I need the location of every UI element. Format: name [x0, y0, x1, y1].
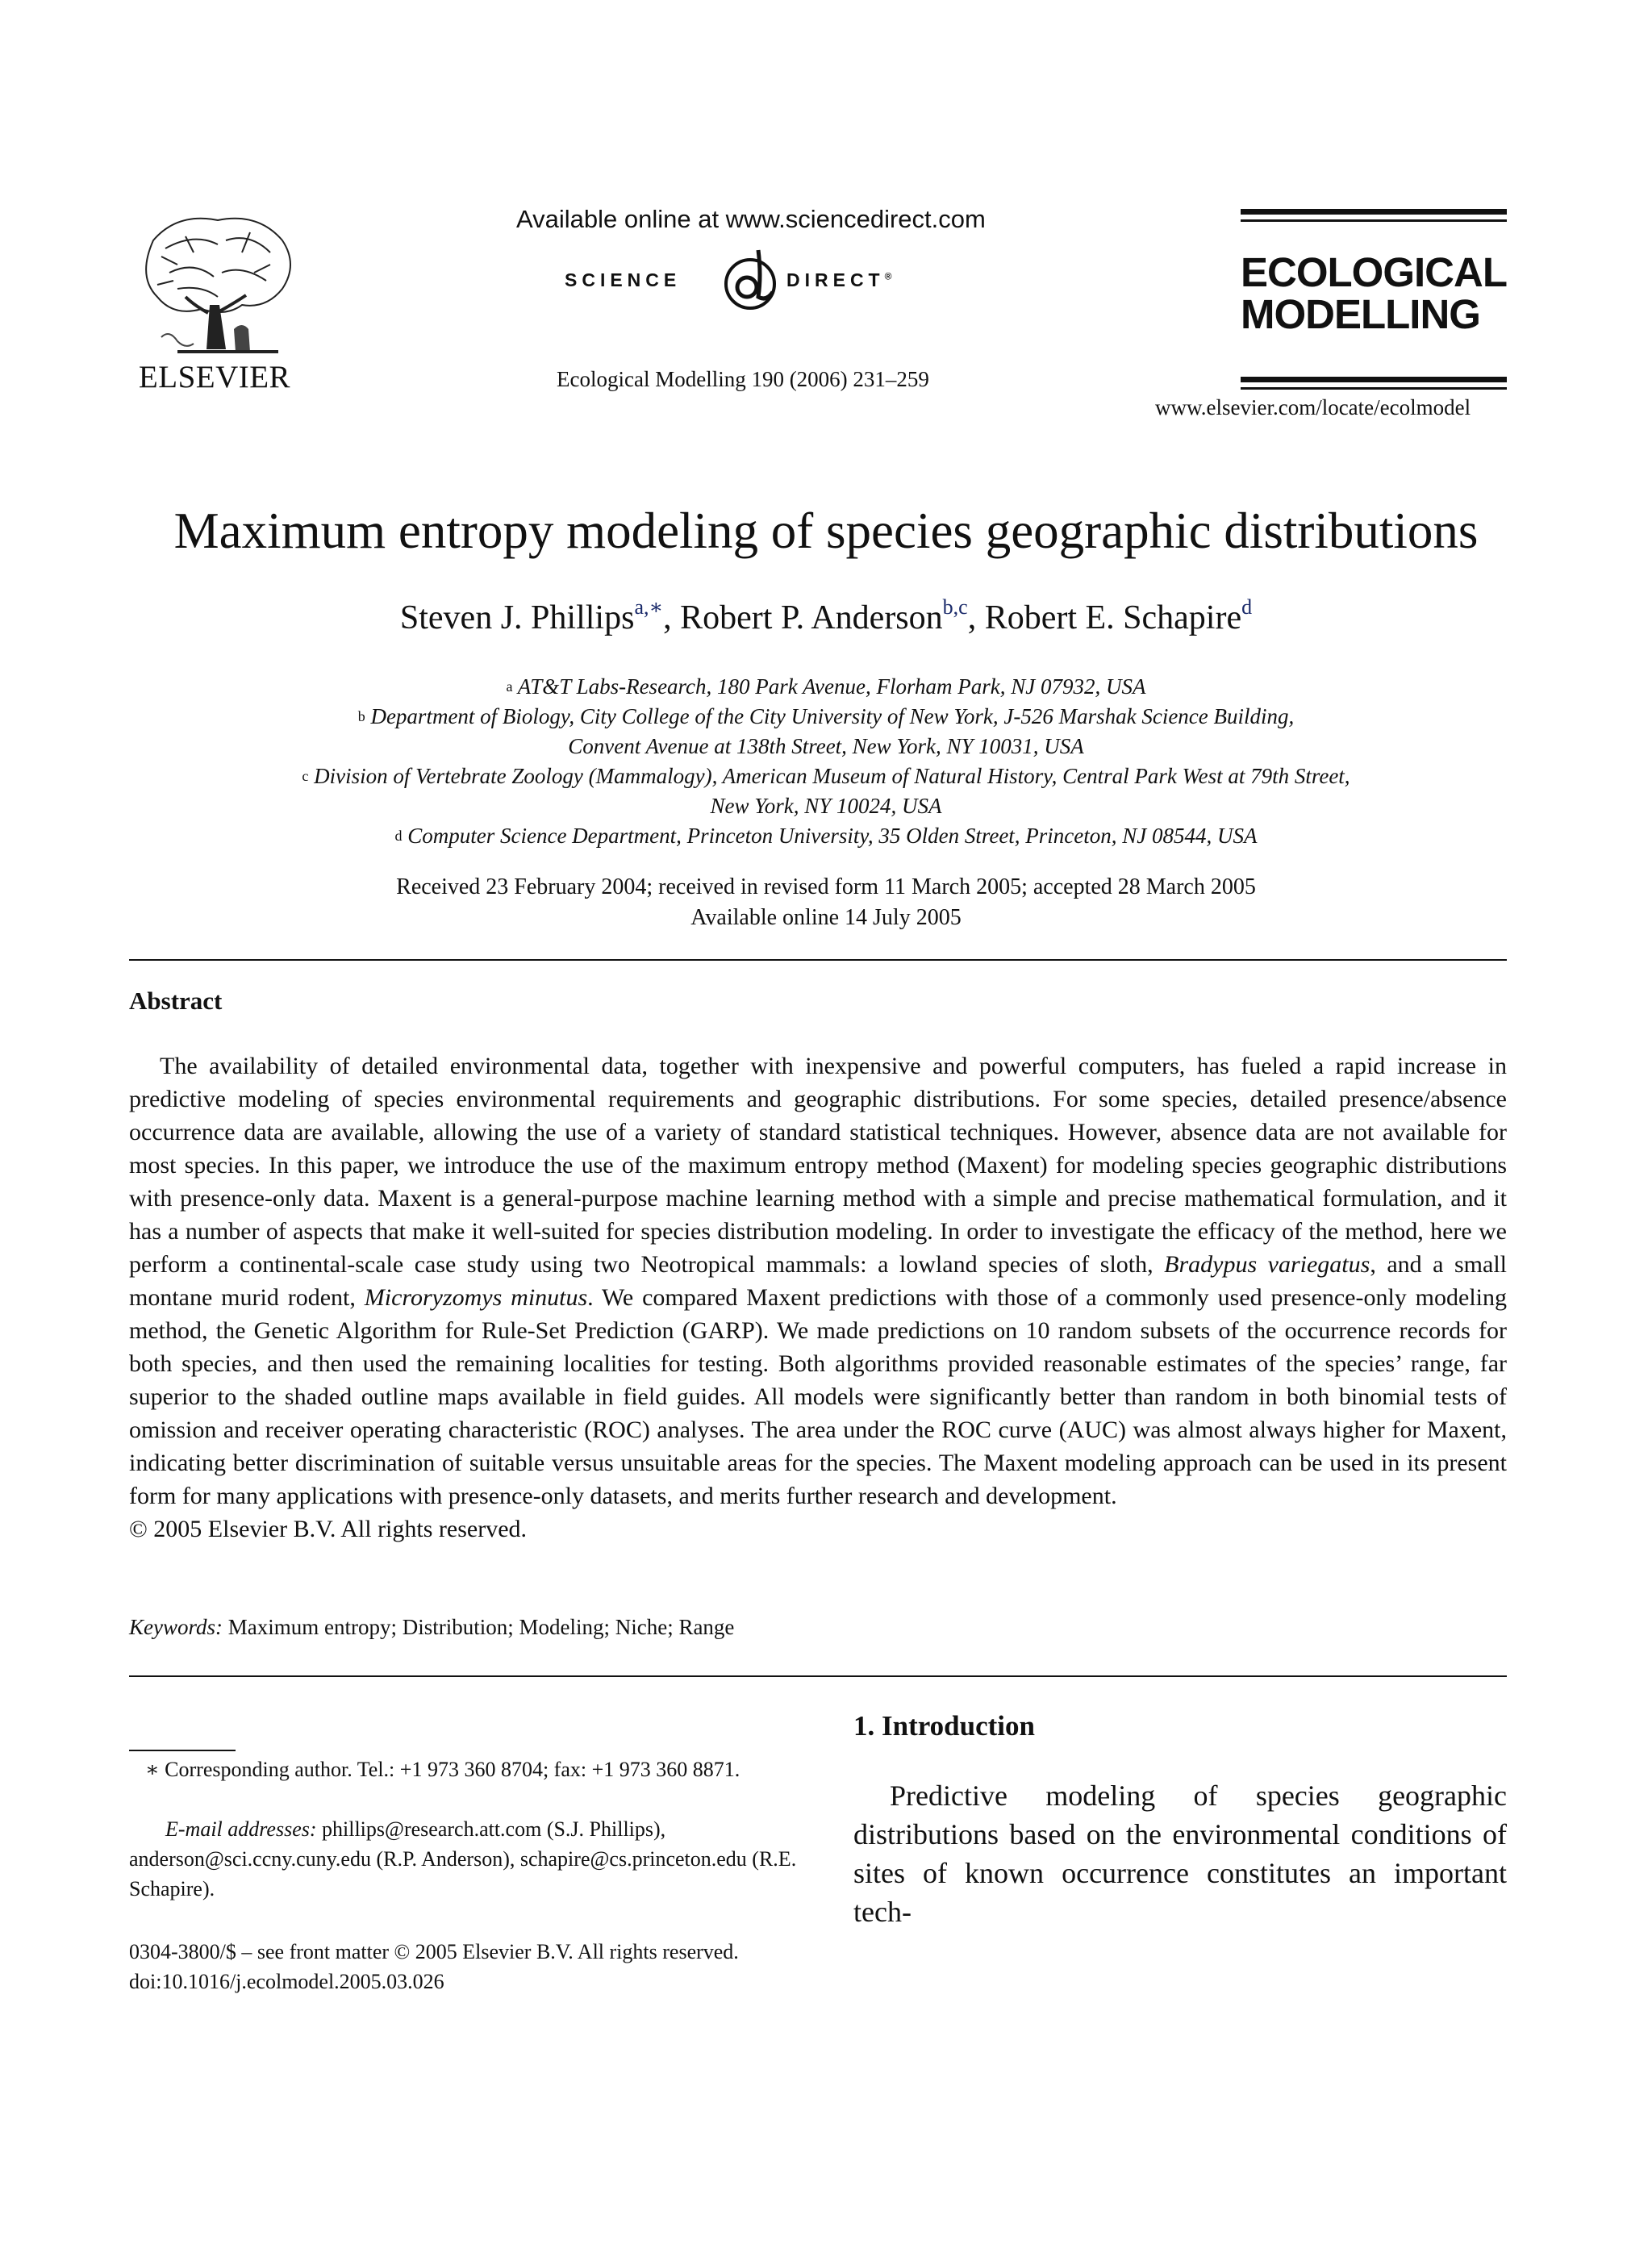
affiliation-line: $^c$ Division of Vertebrate Zoology (Mammalogy), American Museum of Natural History, Central Park West at 79th Street, — [302, 764, 1350, 788]
issn-line: 0304-3800/$ – see front matter © 2005 Elsevier B.V. All rights reserved. — [129, 1940, 739, 1963]
online-date: Available online 14 July 2005 — [690, 905, 962, 930]
journal-rule-bottom-thin — [1241, 387, 1507, 390]
sciencedirect-logo-left: SCIENCE — [565, 269, 682, 290]
author-list: Steven J. Phillips$^{a,∗}$, Robert P. Anderson$^{b,c}$, Robert E. Schapire$^d$ — [399, 595, 1253, 636]
species-name: Bradypus variegatus — [1164, 1251, 1370, 1278]
introduction-text: Predictive modeling of species geographic distributions based on the environmental conditions of sites of known occurrence constitutes an important tech- — [853, 1779, 1507, 1928]
introduction-heading: 1. Introduction — [853, 1710, 1035, 1742]
author-name[interactable]: Steven J. Phillips — [399, 599, 635, 636]
article-title: Maximum entropy modeling of species geographic distributions — [173, 503, 1479, 559]
sciencedirect-logo[interactable] — [565, 244, 936, 316]
author-name[interactable]: Robert P. Anderson — [680, 599, 943, 636]
author-name[interactable]: Robert E. Schapire — [984, 599, 1242, 636]
journal-title — [1241, 249, 1507, 337]
doi-link[interactable]: doi:10.1016/j.ecolmodel.2005.03.026 — [129, 1970, 444, 1993]
email-label: E-mail addresses: — [165, 1817, 317, 1841]
keywords-text: Maximum entropy; Distribution; Modeling; Niche; Range — [223, 1615, 735, 1639]
affiliation-line: New York, NY 10024, USA — [710, 794, 942, 818]
publisher-wordmark: ELSEVIER — [138, 360, 291, 394]
affiliation-line: $^a$ AT&T Labs-Research, 180 Park Avenue, Florham Park, NJ 07932, USA — [506, 674, 1146, 699]
front-matter-notice — [129, 1937, 855, 1996]
affiliation-line: $^d$ Computer Science Department, Princeton University, 35 Olden Street, Princeton, NJ 08544, USA — [394, 824, 1258, 848]
abstract-heading: Abstract — [129, 987, 223, 1015]
sciencedirect-at-icon — [718, 244, 782, 316]
affiliations — [0, 672, 1652, 851]
affiliation-line: $^b$ Department of Biology, City College of the City University of New York, J-526 Marshak Science Building, — [357, 704, 1295, 728]
footnote-mark: ∗ — [145, 1758, 160, 1781]
affiliation-line: Convent Avenue at 138th Street, New York, NY 10031, USA — [568, 734, 1084, 758]
abstract-text: The availability of detailed environmental data, together with inexpensive and powerful computers, has fueled a rapid increase in predictive modeling of species environmental requirements and geographic distributions. For some species, detailed presence/absence occurrence data are available, allowing the use of a variety of standard statistical techniques. However, absence data are not available for most species. In this paper, we introduce the use of the maximum entropy method (Maxent) for modeling species geographic distributions with presence-only data. Maxent is a general-purpose machine learning method with a simple and precise mathematical formulation, and it has a number of aspects that make it well-suited for species distribution modeling. In order to investigate the efficacy of the method, here we perform a continental-scale case study using two Neotropical mammals: a lowland species of sloth, Bradypus variegatus, and a small montane murid rodent, Microryzomys minutus. We compared Maxent predictions with those of a commonly used presence-only modeling method, the Genetic Algorithm for Rule-Set Prediction (GARP). We made predictions on 10 random subsets of the occurrence records for both species, and then used the remaining localities for testing. Both algorithms provided reasonable estimates of the species’ range, far superior to the shaded outline maps available in field guides. All models were significantly better than random in both binomial tests of omission and receiver operating characteristic (ROC) analyses. The area under the ROC curve (AUC) was almost always higher for Maxent, indicating better discrimination of suitable versus unsuitable areas for the species. The Maxent modeling approach can be used in its present form for many applications with presence-only datasets, and merits further research and development. © 2005 Elsevier B.V. All rights reserved. — [129, 1049, 1507, 1546]
author-affiliation-marks[interactable]: d — [1241, 595, 1253, 619]
email-footnote — [129, 1814, 855, 1904]
author-affiliation-marks[interactable]: a,∗ — [634, 595, 664, 619]
email-addresses[interactable]: phillips@research.att.com (S.J. Phillips), anderson@sci.ccny.cuny.edu (R.P. Anderson), schapire@cs.princeton.edu (R.E. Schapire). — [129, 1817, 797, 1900]
journal-reference: Ecological Modelling 190 (2006) 231–259 — [557, 367, 929, 391]
journal-title-line1: ECOLOGICAL — [1241, 249, 1507, 295]
journal-title-line2: MODELLING — [1241, 291, 1480, 337]
corresponding-author-footnote: ∗ Corresponding author. Tel.: +1 973 360 8704; fax: +1 973 360 8871. — [145, 1758, 740, 1781]
received-dates: Received 23 February 2004; received in revised form 11 March 2005; accepted 28 March 2005 — [396, 874, 1256, 899]
abstract-copyright: © 2005 Elsevier B.V. All rights reserved. — [129, 1516, 528, 1542]
sciencedirect-logo-right: DIRECT® — [786, 269, 892, 290]
journal-rule-top-thin — [1241, 219, 1507, 222]
divider-bottom — [129, 1675, 1507, 1677]
keywords — [129, 1615, 734, 1640]
journal-url-link[interactable]: www.elsevier.com/locate/ecolmodel — [1155, 395, 1471, 419]
species-name: Microryzomys minutus — [364, 1284, 588, 1311]
footnote-rule — [129, 1750, 236, 1751]
article-dates — [0, 872, 1652, 933]
journal-rule-bottom-thick — [1241, 377, 1507, 382]
journal-rule-top-thick — [1241, 209, 1507, 215]
available-online-notice[interactable]: Available online at www.sciencedirect.com — [516, 205, 986, 233]
author-affiliation-marks[interactable]: b,c — [942, 595, 968, 619]
keywords-label: Keywords: — [129, 1615, 223, 1639]
divider-top — [129, 959, 1507, 961]
